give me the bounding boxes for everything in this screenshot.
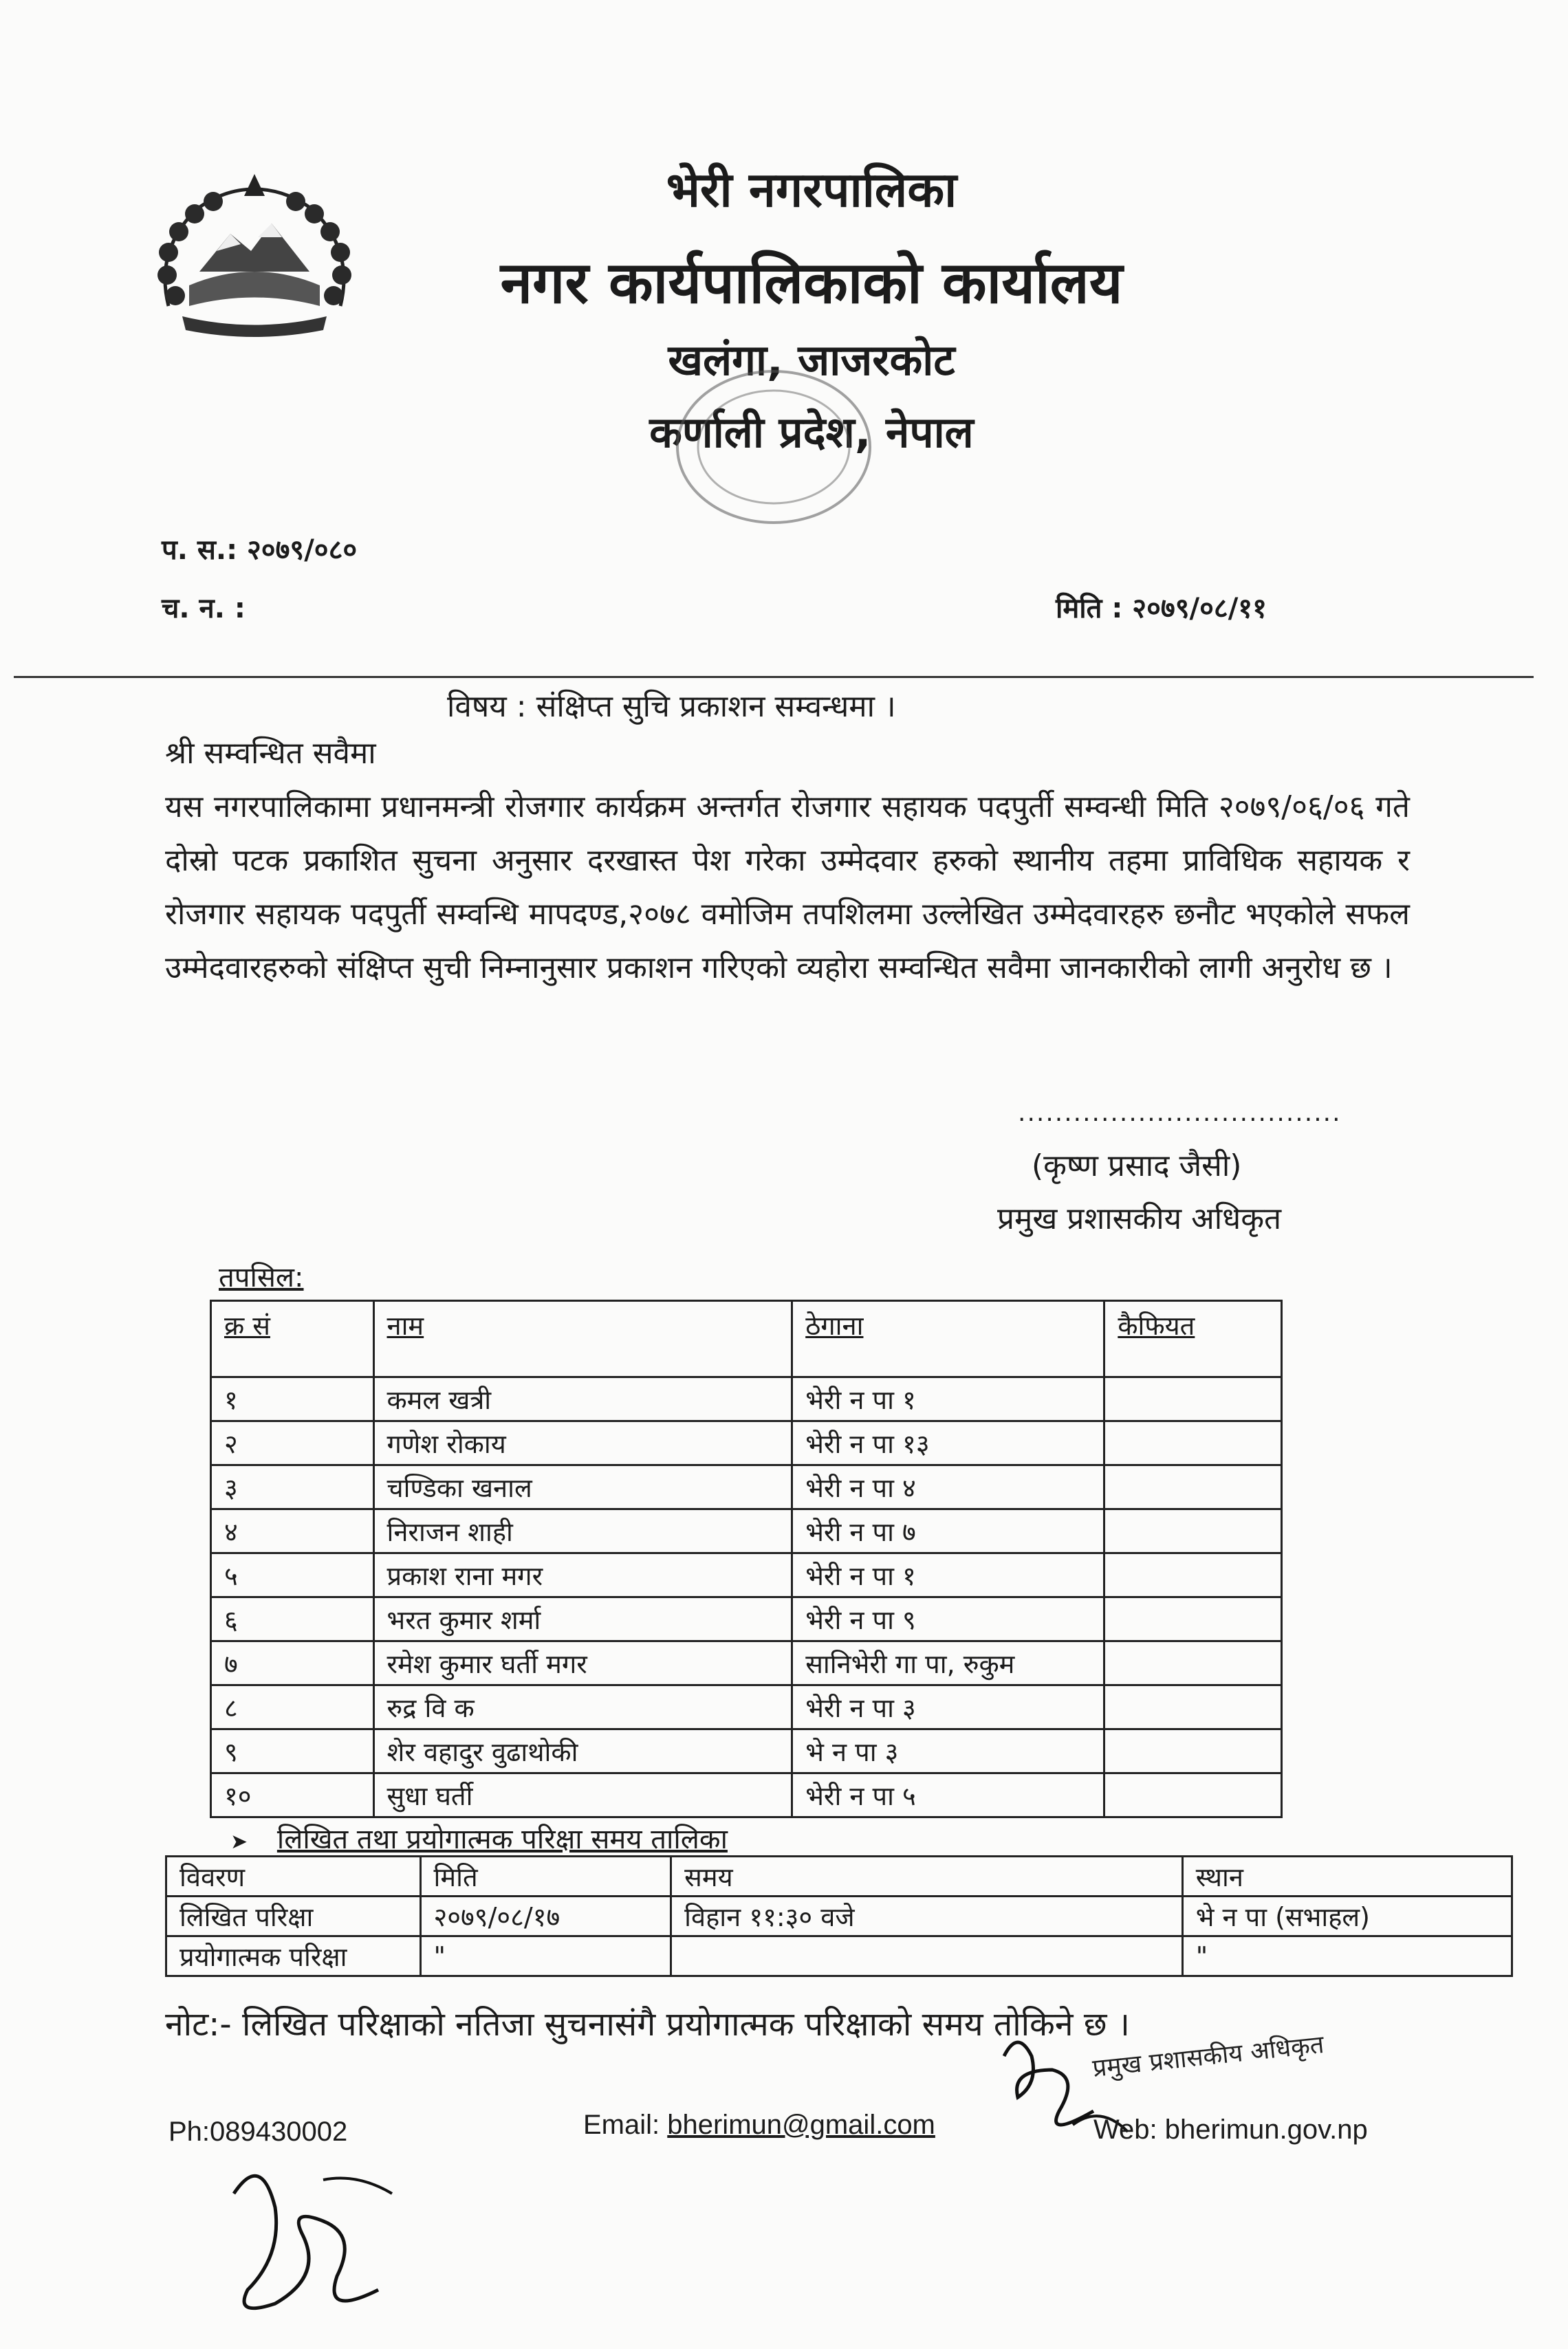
cell-name: गणेश रोकाय — [373, 1421, 792, 1465]
table-header-row — [211, 1301, 1282, 1377]
cell-address: भे न पा ३ — [792, 1729, 1104, 1773]
table-row — [211, 1553, 1282, 1597]
column-header-remarks: कैफियत — [1104, 1301, 1282, 1377]
letter-date: मिति : २०७९/०८/११ — [1056, 593, 1267, 624]
schedule-heading — [230, 1819, 728, 1857]
column-header-address: ठेगाना — [792, 1301, 1104, 1377]
cell-time — [671, 1936, 1183, 1976]
office-name: नगर कार्यपालिकाको कार्यालय — [500, 249, 1123, 316]
footer-email — [583, 2110, 935, 2141]
cell-sn: ६ — [211, 1597, 374, 1641]
cell-venue: " — [1182, 1936, 1512, 1976]
cell-sn: १० — [211, 1773, 374, 1817]
cell-name: प्रकाश राना मगर — [373, 1553, 792, 1597]
cell-sn: ७ — [211, 1641, 374, 1685]
cell-name: चण्डिका खनाल — [373, 1465, 792, 1509]
cell-remarks — [1104, 1773, 1282, 1817]
cell-remarks — [1104, 1465, 1282, 1509]
cell-sn: २ — [211, 1421, 374, 1465]
cell-description: प्रयोगात्मक परिक्षा — [166, 1936, 421, 1976]
cell-name: रुद्र वि क — [373, 1685, 792, 1729]
cell-address: भेरी न पा ७ — [792, 1509, 1104, 1553]
tapasil-label: तपसिल: — [219, 1262, 304, 1293]
cell-address: भेरी न पा ९ — [792, 1597, 1104, 1641]
signature-line: ................................... — [1018, 1099, 1342, 1127]
cell-sn: ५ — [211, 1553, 374, 1597]
office-province: कर्णाली प्रदेश, नेपाल — [649, 407, 974, 457]
header-divider — [14, 676, 1534, 678]
column-header-venue: स्थान — [1182, 1857, 1512, 1897]
cell-name: भरत कुमार शर्मा — [373, 1597, 792, 1641]
cell-sn: ८ — [211, 1685, 374, 1729]
cell-date: " — [420, 1936, 671, 1976]
dispatch-number: च. न. : — [162, 593, 246, 624]
cell-remarks — [1104, 1729, 1282, 1773]
cell-address: भेरी न पा १ — [792, 1377, 1104, 1421]
letter-body: यस नगरपालिकामा प्रधानमन्त्री रोजगार कार्यक्रम अन्तर्गत रोजगार सहायक पदपुर्ती सम्वन्धी मिति २०७९/०६/०६ गते दोस्रो पटक प्रकाशित सुचना अनुसार दरखास्त पेश गरेका उम्मेदवार हरुको स्थानीय तहमा प्राविधिक सहायक र रोजगार सहायक पदपुर्ती सम्वन्धि मापदण्ड,२०७८ वमोजिम तपशिलमा उल्लेखित उम्मेदवारहरु छनौट भएकोले सफल उम्मेदवारहरुको संक्षिप्त सुची निम्नानुसार प्रकाशन गरिएको व्यहोरा सम्वन्धित सवैमा जानकारीको लागी अनुरोध छ । — [165, 789, 1410, 985]
subject-line: विषय : संक्षिप्त सुचि प्रकाशन सम्वन्धमा । — [447, 689, 896, 724]
cell-date: २०७९/०८/१७ — [420, 1897, 671, 1936]
column-header-sn: क्र सं — [211, 1301, 374, 1377]
cell-name: निराजन शाही — [373, 1509, 792, 1553]
cell-address: भेरी न पा ३ — [792, 1685, 1104, 1729]
table-row — [211, 1421, 1282, 1465]
table-row — [166, 1897, 1512, 1936]
cell-remarks — [1104, 1597, 1282, 1641]
cell-description: लिखित परिक्षा — [166, 1897, 421, 1936]
municipality-name: भेरी नगरपालिका — [666, 162, 957, 218]
cell-name: शेर वहादुर वुढाथोकी — [373, 1729, 792, 1773]
cell-remarks — [1104, 1377, 1282, 1421]
salutation: श्री सम्वन्धित सवैमा — [165, 736, 376, 771]
office-location: खलंगा, जाजरकोट — [668, 335, 955, 385]
footer-email-label: Email: — [583, 2110, 668, 2140]
letter-number: प. स.: २०७९/०८० — [162, 534, 358, 566]
cell-name: सुधा घर्ती — [373, 1773, 792, 1817]
table-row — [211, 1509, 1282, 1553]
cell-name: कमल खत्री — [373, 1377, 792, 1421]
cell-venue: भे न पा (सभाहल) — [1182, 1897, 1512, 1936]
cell-address: सानिभेरी गा पा, रुकुम — [792, 1641, 1104, 1685]
cell-time: विहान ११:३० वजे — [671, 1897, 1183, 1936]
cell-remarks — [1104, 1509, 1282, 1553]
column-header-name: नाम — [373, 1301, 792, 1377]
cell-remarks — [1104, 1685, 1282, 1729]
table-row — [166, 1936, 1512, 1976]
table-row — [211, 1377, 1282, 1421]
cell-sn: ३ — [211, 1465, 374, 1509]
table-row — [211, 1773, 1282, 1817]
svg-text:प्रमुख प्रशासकीय अधिकृत: प्रमुख प्रशासकीय अधिकृत — [1091, 2030, 1326, 2083]
cell-sn: ४ — [211, 1509, 374, 1553]
office-stamp — [660, 358, 887, 536]
column-header-date: मिति — [420, 1857, 671, 1897]
note-text: नोट:- लिखित परिक्षाको नतिजा सुचनासंगै प्रयोगात्मक परिक्षाको समय तोकिने छ । — [165, 2005, 1130, 2044]
cell-address: भेरी न पा १३ — [792, 1421, 1104, 1465]
cell-address: भेरी न पा ४ — [792, 1465, 1104, 1509]
table-row — [211, 1597, 1282, 1641]
cell-remarks — [1104, 1641, 1282, 1685]
column-header-time: समय — [671, 1857, 1183, 1897]
cell-address: भेरी न पा ५ — [792, 1773, 1104, 1817]
schedule-heading-text: लिखित तथा प्रयोगात्मक परिक्षा समय तालिका — [276, 1824, 728, 1855]
cell-remarks — [1104, 1421, 1282, 1465]
second-signature — [220, 2152, 406, 2331]
cell-name: रमेश कुमार घर्ती मगर — [373, 1641, 792, 1685]
cell-sn: ९ — [211, 1729, 374, 1773]
table-row — [211, 1641, 1282, 1685]
footer-phone: Ph:089430002 — [168, 2117, 348, 2147]
cell-address: भेरी न पा १ — [792, 1553, 1104, 1597]
exam-schedule-table — [165, 1855, 1513, 1977]
footer-website[interactable]: Web: bherimun.gov.np — [1093, 2115, 1368, 2145]
cell-sn: १ — [211, 1377, 374, 1421]
table-row — [211, 1685, 1282, 1729]
signatory-title: प्रमुख प्रशासकीय अधिकृत — [997, 1201, 1282, 1236]
arrow-icon: ➤ — [230, 1830, 248, 1854]
footer-email-link[interactable]: bherimun@gmail.com — [667, 2110, 935, 2140]
candidates-table — [210, 1300, 1283, 1818]
column-header-description: विवरण — [166, 1857, 421, 1897]
table-row — [211, 1465, 1282, 1509]
signatory-name: (कृष्ण प्रसाद जैसी) — [1032, 1148, 1242, 1183]
table-row — [211, 1729, 1282, 1773]
table-header-row — [166, 1857, 1512, 1897]
cell-remarks — [1104, 1553, 1282, 1597]
